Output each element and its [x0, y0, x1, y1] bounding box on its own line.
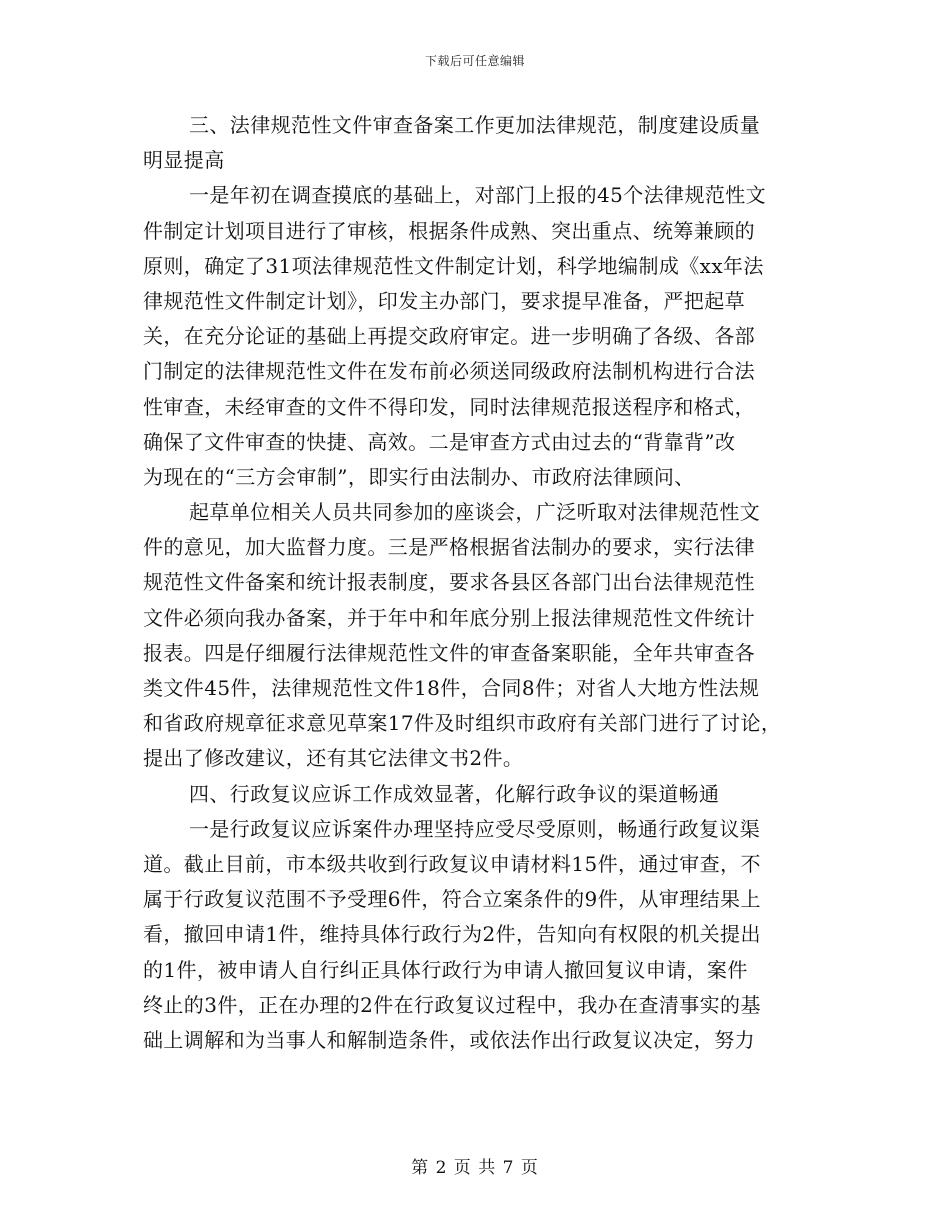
- paragraph-line: 一是行政复议应诉案件办理坚持应受尽受原则，畅通行政复议渠: [189, 816, 761, 841]
- paragraph-line: 规范性文件备案和统计报表制度，要求各县区各部门出台法律规范性: [143, 570, 755, 595]
- page-footer: 第 2 页 共 7 页: [411, 1158, 539, 1178]
- paragraph-line: 关，在充分论证的基础上再提交政府审定。进一步明确了各级、各部: [143, 324, 755, 349]
- section-heading-4: 四、行政复议应诉工作成效显著，化解行政争议的渠道畅通: [189, 781, 720, 806]
- section-heading-3-cont: 明显提高: [143, 148, 225, 173]
- paragraph-line: 属于行政复议范围不予受理6件，符合立案条件的9件，从审理结果上: [143, 887, 761, 912]
- document-body: [143, 108, 813, 1058]
- paragraph-line: 一是年初在调查摸底的基础上，对部门上报的45个法律规范性文: [189, 183, 767, 208]
- paragraph-line: 和省政府规章征求意见草案17件及时组织市政府有关部门进行了讨论，: [143, 711, 782, 736]
- paragraph-line: 律规范性文件制定计划》，印发主办部门，要求提早准备，严把起草: [143, 288, 745, 313]
- paragraph-line: 类文件45件，法律规范性文件18件，合同8件；对省人大地方性法规: [143, 676, 760, 700]
- paragraph-line: 件的意见，加大监督力度。三是严格根据省法制办的要求，实行法律: [143, 535, 755, 560]
- paragraph-line: 报表。四是仔细履行法律规范性文件的审查备案职能，全年共审查各: [143, 640, 755, 665]
- paragraph-line: 为现在的“三方会审制”，即实行由法制办、市政府法律顾问、: [143, 464, 695, 489]
- paragraph-line: 件制定计划项目进行了审核，根据条件成熟、突出重点、统筹兼顾的: [143, 218, 755, 243]
- paragraph-line: 原则，确定了31项法律规范性文件制定计划，科学地编制成《xx年法: [143, 253, 764, 278]
- paragraph-line: 起草单位相关人员共同参加的座谈会，广泛听取对法律规范性文: [189, 500, 761, 525]
- paragraph-line: 道。截止目前，市本级共收到行政复议申请材料15件，通过审查，不: [143, 851, 761, 876]
- section-heading-3: 三、法律规范性文件审查备案工作更加法律规范，制度建设质量: [189, 113, 761, 137]
- paragraph-line: 文件必须向我办备案，并于年中和年底分别上报法律规范性文件统计: [143, 605, 755, 630]
- paragraph-line: 提出了修改建议，还有其它法律文书2件。: [143, 746, 524, 771]
- page-header: 下载后可任意编辑: [424, 54, 525, 68]
- paragraph-line: 的1件，被申请人自行纠正具体行政行为申请人撤回复议申请，案件: [143, 957, 748, 982]
- paragraph-line: 性审查，未经审查的文件不得印发，同时法律规范报送程序和格式，: [143, 394, 755, 419]
- paragraph-line: 看，撤回申请1件，维持具体行政行为2件，告知向有权限的机关提出: [143, 922, 761, 947]
- paragraph-line: 门制定的法律规范性文件在发布前必须送同级政府法制机构进行合法: [143, 359, 755, 384]
- paragraph-line: 确保了文件审查的快捷、高效。二是审查方式由过去的“背靠背”改: [143, 429, 736, 454]
- paragraph-line: 础上调解和为当事人和解制造条件，或依法作出行政复议决定，努力: [143, 1027, 755, 1052]
- paragraph-line: 终止的3件，正在办理的2件在行政复议过程中，我办在查清事实的基: [143, 992, 761, 1017]
